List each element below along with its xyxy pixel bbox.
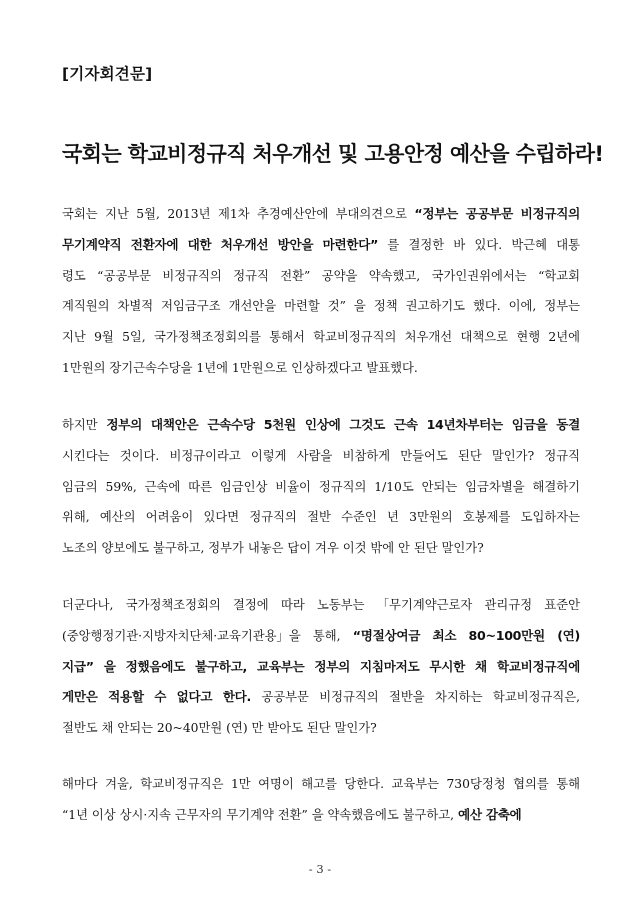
bold-text-run: 지급” 을 정했음에도 불구하고, 교육부는 정부의 지침마저도 무시한 채 학교비정규직에 <box>62 658 580 674</box>
text-line <box>62 261 580 292</box>
document-title: 국회는 학교비정규직 처우개선 및 고용안정 예산을 수립하라! <box>62 142 604 166</box>
text-line <box>62 713 580 744</box>
text-line <box>62 322 580 353</box>
bold-text-run: “명절상여금 최소 80~100만원 (연) <box>352 627 580 643</box>
text-line <box>62 502 580 533</box>
text-line <box>62 652 580 683</box>
paragraph-1 <box>62 199 580 384</box>
text-line <box>62 472 580 503</box>
text-line <box>62 230 580 261</box>
text-line <box>62 533 580 564</box>
text-line <box>62 769 580 800</box>
text-run: 시킨다는 것이다. 비정규이라고 이렇게 사람을 비참하게 만들어도 된단 말인가? 정규직 <box>62 448 580 463</box>
text-run: 국회는 지난 5월, 2013년 제1차 추경예산안에 부대의견으로 <box>62 207 415 221</box>
text-run: 계직원의 차별적 저임금구조 개선안을 마련할 것” 을 정책 권고하기도 했다. 이에, 정부는 <box>62 299 580 314</box>
page-number: - 3 - <box>308 862 332 876</box>
text-run: 더군다나, 국가정책조정회의 결정에 따라 노동부는 「무기계약근로자 관리규정 표준안 <box>62 598 580 612</box>
text-line <box>62 590 580 621</box>
text-run: 위해, 예산의 어려움이 있다면 정규직의 절반 수준인 년 3만원의 호봉제를 도입하자는 <box>62 510 580 525</box>
text-run: 령도 “공공부문 비정규직의 정규직 전환” 공약을 약속했고, 국가인권위에서는 “학교회 <box>62 268 580 283</box>
text-line <box>62 621 580 652</box>
paragraph-4 <box>62 769 580 831</box>
text-run: 1만원의 장기근속수당을 1년에 1만원으로 인상하겠다고 발표했다. <box>62 360 418 375</box>
document-tag: [기자회견문] <box>62 65 153 83</box>
bold-text-run: 무기계약직 전환자에 대한 처우개선 방안을 마련한다” <box>62 236 379 252</box>
text-run: 지난 9월 5일, 국가정책조정회의를 통해서 학교비정규직의 처우개선 대책으로 현행 2년에 <box>62 330 580 345</box>
paragraph-2 <box>62 410 580 564</box>
bold-text-run: 정부의 대책안은 근속수당 5천원 인상에 그것도 근속 14년차부터는 임금을 동결 <box>106 417 581 432</box>
text-run: 임금의 59%, 근속에 따른 임금인상 비율이 정규직의 1/10도 안되는 임금차별을 해결하기 <box>62 479 580 494</box>
text-run: 해마다 겨울, 학교비정규직은 1만 여명이 해고를 당한다. 교육부는 730당정청 협의를 통해 <box>62 777 580 791</box>
text-run: 하지만 <box>62 418 107 432</box>
text-run: “1년 이상 상시·지속 근무자의 무기계약 전환” 을 약속했음에도 불구하고, <box>62 807 459 822</box>
bold-text-run: 예산 감축에 <box>458 806 522 822</box>
text-run: (중앙행정기관·지방자치단체·교육기관용」을 통해, <box>62 628 353 643</box>
text-line <box>62 353 580 384</box>
bold-text-run: 게만은 적용할 수 없다고 한다. <box>62 689 252 705</box>
bold-text-run: “정부는 공공부문 비정규직의 <box>414 206 580 221</box>
text-run: 를 결정한 바 있다. 박근혜 대통 <box>378 237 580 252</box>
text-run: 노조의 양보에도 불구하고, 정부가 내놓은 답이 겨우 이것 밖에 안 된단 말인가? <box>62 541 484 556</box>
text-line <box>62 291 580 322</box>
text-line <box>62 800 580 831</box>
text-line <box>62 199 580 230</box>
text-line <box>62 441 580 472</box>
paragraph-3 <box>62 590 580 744</box>
text-run: 공공부문 비정규직의 절반을 차지하는 학교비정규직은, <box>251 690 580 705</box>
text-line <box>62 410 580 441</box>
text-run: 절반도 채 안되는 20~40만원 (연) 만 받아도 된단 말인가? <box>62 721 377 736</box>
text-line <box>62 682 580 713</box>
